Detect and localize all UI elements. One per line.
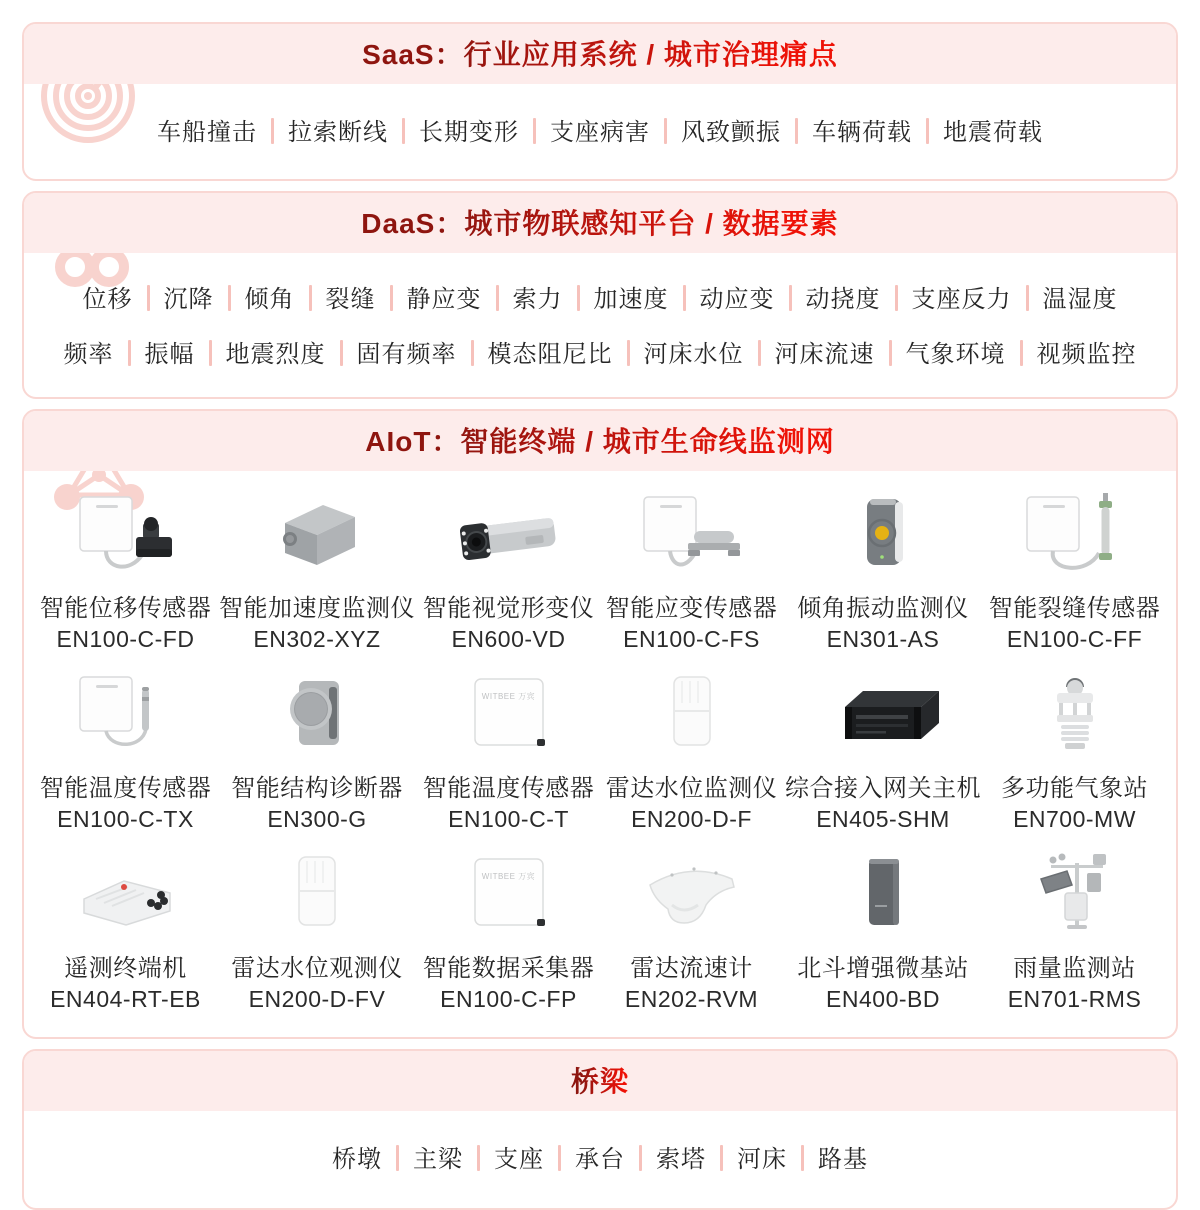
product-card [36, 667, 215, 833]
daas-title: DaaS：城市物联感知平台 / 数据要素 [361, 202, 838, 242]
device-brand-label: WITBEE 万宾 [481, 872, 536, 881]
separator [128, 340, 131, 366]
product-model: EN100-C-FP [440, 986, 577, 1012]
bridge-header [24, 1051, 1176, 1111]
product-card [785, 667, 981, 833]
separator [1020, 340, 1023, 366]
product-name: 倾角振动监测仪 [797, 595, 969, 622]
product-card [419, 847, 598, 1013]
separator [758, 340, 761, 366]
separator [390, 285, 393, 311]
aiot-title: AIoT：智能终端 / 城市生命线监测网 [365, 420, 835, 460]
radar-flow-meter-image [602, 847, 781, 943]
tag-item: 频率 [63, 341, 114, 368]
tag-item: 承台 [575, 1146, 625, 1173]
product-name: 智能结构诊断器 [231, 775, 403, 802]
product-card [219, 847, 415, 1013]
tag-item: 倾角 [244, 286, 295, 313]
product-name: 遥测终端机 [64, 955, 187, 982]
product-card [602, 667, 781, 833]
product-name: 智能加速度监测仪 [219, 595, 415, 622]
separator [720, 1145, 723, 1171]
tag-item: 裂缝 [325, 286, 376, 313]
product-name: 雷达流速计 [630, 955, 753, 982]
tag-item: 河床水位 [643, 341, 744, 368]
saas-title: SaaS：行业应用系统 / 城市治理痛点 [362, 33, 838, 73]
daas-items-row-2 [24, 314, 1176, 397]
separator [396, 1145, 399, 1171]
tag-item: 支座病害 [550, 119, 650, 146]
temperature-probe-sensor-image [36, 667, 215, 763]
daas-section [22, 191, 1178, 399]
product-card [985, 847, 1164, 1013]
product-model: EN301-AS [826, 626, 940, 652]
tag-item: 车船撞击 [157, 119, 257, 146]
separator [477, 1145, 480, 1171]
product-name: 智能应变传感器 [605, 595, 778, 622]
product-model: EN100-C-TX [57, 806, 194, 832]
product-card [419, 667, 598, 833]
product-card [219, 487, 415, 653]
rain-station-image [985, 847, 1164, 943]
product-model: EN100-C-FD [56, 626, 195, 652]
separator [558, 1145, 561, 1171]
aiot-section [22, 409, 1178, 1039]
tag-item: 温湿度 [1042, 286, 1118, 313]
product-name: 北斗增强微基站 [797, 955, 969, 982]
tag-item: 路基 [818, 1146, 868, 1173]
tag-item: 静应变 [406, 286, 482, 313]
tag-item: 索塔 [656, 1146, 706, 1173]
beidou-station-image [785, 847, 981, 943]
bridge-items [24, 1111, 1176, 1208]
separator [639, 1145, 642, 1171]
separator [1026, 285, 1029, 311]
separator [926, 118, 929, 144]
tag-item: 河床 [737, 1146, 787, 1173]
product-model: EN701-RMS [1007, 986, 1142, 1012]
product-model: EN100-C-FS [623, 626, 760, 652]
product-name: 多功能气象站 [1001, 775, 1148, 802]
tag-item: 河床流速 [774, 341, 875, 368]
product-card [602, 847, 781, 1013]
tag-item: 支座反力 [911, 286, 1012, 313]
product-model: EN302-XYZ [253, 626, 381, 652]
separator [683, 285, 686, 311]
separator [309, 285, 312, 311]
separator [340, 340, 343, 366]
tag-item: 车辆荷载 [812, 119, 912, 146]
separator [147, 285, 150, 311]
product-model: EN400-BD [826, 986, 940, 1012]
product-model: EN700-MW [1013, 806, 1136, 832]
product-card [985, 487, 1164, 653]
product-model: EN200-D-F [631, 806, 752, 832]
radar-water-level-image [602, 667, 781, 763]
separator [795, 118, 798, 144]
acceleration-monitor-image [219, 487, 415, 583]
bridge-title: 桥梁 [571, 1060, 629, 1100]
tag-item: 模态阻尼比 [487, 341, 613, 368]
saas-items [24, 84, 1176, 179]
separator [789, 285, 792, 311]
tag-item: 地震烈度 [225, 341, 326, 368]
displacement-sensor-image [36, 487, 215, 583]
separator [664, 118, 667, 144]
separator [627, 340, 630, 366]
separator [471, 340, 474, 366]
product-name: 智能裂缝传感器 [988, 595, 1161, 622]
tag-item: 拉索断线 [288, 119, 388, 146]
separator [496, 285, 499, 311]
panel-device-image [419, 667, 598, 763]
product-name: 雷达水位监测仪 [605, 775, 778, 802]
product-name: 雷达水位观测仪 [231, 955, 403, 982]
product-model: EN300-G [267, 806, 367, 832]
strain-sensor-image [602, 487, 781, 583]
tag-item: 固有频率 [356, 341, 457, 368]
separator [271, 118, 274, 144]
weather-station-image [985, 667, 1164, 763]
product-model: EN200-D-FV [248, 986, 386, 1012]
product-name: 智能温度传感器 [422, 775, 595, 802]
structure-diagnoser-image [219, 667, 415, 763]
tag-item: 长期变形 [419, 119, 519, 146]
bridge-section [22, 1049, 1178, 1210]
product-name: 雨量监测站 [1013, 955, 1136, 982]
product-name: 智能数据采集器 [422, 955, 595, 982]
vision-camera-image [419, 487, 598, 583]
device-brand-label: WITBEE 万宾 [481, 692, 536, 701]
separator [402, 118, 405, 144]
separator [228, 285, 231, 311]
separator [209, 340, 212, 366]
radar-water-level-image [219, 847, 415, 943]
tag-item: 索力 [512, 286, 563, 313]
product-name: 综合接入网关主机 [785, 775, 981, 802]
daas-items-row-1 [24, 253, 1176, 314]
separator [801, 1145, 804, 1171]
tag-item: 气象环境 [905, 341, 1006, 368]
product-card [36, 847, 215, 1013]
tag-item: 桥墩 [332, 1146, 382, 1173]
separator [533, 118, 536, 144]
product-card [785, 487, 981, 653]
product-name: 智能视觉形变仪 [422, 595, 595, 622]
product-grid [24, 471, 1176, 1037]
panel-device-image [419, 847, 598, 943]
tag-item: 地震荷载 [943, 119, 1043, 146]
product-model: EN404-RT-EB [50, 986, 201, 1012]
product-card [219, 667, 415, 833]
product-name: 智能温度传感器 [39, 775, 212, 802]
product-card [419, 487, 598, 653]
separator [577, 285, 580, 311]
tag-item: 振幅 [144, 341, 195, 368]
product-card [985, 667, 1164, 833]
aiot-header [24, 411, 1176, 471]
separator [895, 285, 898, 311]
tag-item: 风致颤振 [681, 119, 781, 146]
tag-item: 位移 [82, 286, 133, 313]
tag-item: 视频监控 [1036, 341, 1137, 368]
telemetry-terminal-image [36, 847, 215, 943]
gateway-server-image [785, 667, 981, 763]
product-name: 智能位移传感器 [39, 595, 212, 622]
product-model: EN600-VD [451, 626, 566, 652]
tag-item: 动挠度 [805, 286, 881, 313]
product-model: EN100-C-T [448, 806, 569, 832]
tag-item: 主梁 [413, 1146, 463, 1173]
tilt-vibration-monitor-image [785, 487, 981, 583]
product-model: EN100-C-FF [1006, 626, 1143, 652]
product-model: EN202-RVM [624, 986, 759, 1012]
tag-item: 支座 [494, 1146, 544, 1173]
separator [889, 340, 892, 366]
tag-item: 动应变 [699, 286, 775, 313]
crack-sensor-image [985, 487, 1164, 583]
product-card [36, 487, 215, 653]
product-model: EN405-SHM [816, 806, 950, 832]
daas-header [24, 193, 1176, 253]
product-card [785, 847, 981, 1013]
saas-section [22, 22, 1178, 181]
tag-item: 沉降 [163, 286, 214, 313]
saas-header [24, 24, 1176, 84]
tag-item: 加速度 [593, 286, 669, 313]
product-card [602, 487, 781, 653]
